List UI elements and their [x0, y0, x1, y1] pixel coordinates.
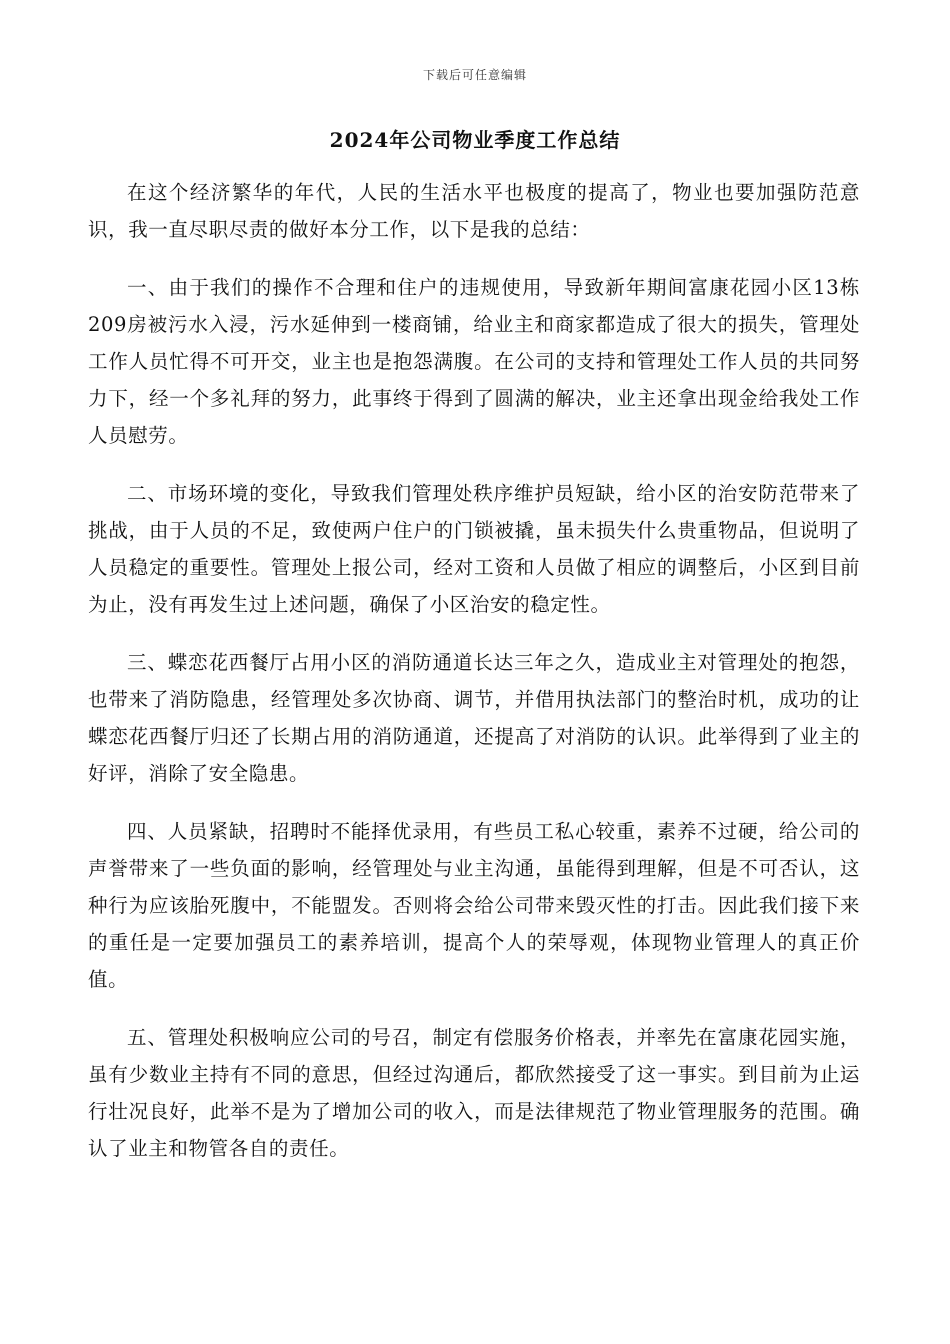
header-note: 下载后可任意编辑 [422, 68, 527, 82]
paragraph-item-4: 四、人员紧缺，招聘时不能择优录用，有些员工私心较重，素养不过硬，给公司的声誉带来了一些负面的影响，经管理处与业主沟通，虽能得到理解，但是不可否认，这种行为应该胎死腹中，不能盟发。否则将会给公司带来毁灭性的打击。因此我们接下来的重任是一定要加强员工的素养培训，提高个人的荣辱观，体现物业管理人的真正价值。 [88, 820, 860, 991]
document-body [88, 174, 860, 1188]
paragraph-intro: 在这个经济繁华的年代，人民的生活水平也极度的提高了，物业也要加强防范意识，我一直尽职尽责的做好本分工作，以下是我的总结： [88, 181, 860, 241]
paragraph-item-5: 五、管理处积极响应公司的号召，制定有偿服务价格表，并率先在富康花园实施，虽有少数业主持有不同的意思，但经过沟通后，都欣然接受了这一事实。到目前为止运行壮况良好，此举不是为了增加公司的收入，而是法律规范了物业管理服务的范围。确认了业主和物管各自的责任。 [88, 1026, 860, 1160]
paragraph-item-1: 一、由于我们的操作不合理和住户的违规使用，导致新年期间富康花园小区13栋209房被污水入浸，污水延伸到一楼商铺，给业主和商家都造成了很大的损失，管理处工作人员忙得不可开交，业主也是抱怨满腹。在公司的支持和管理处工作人员的共同努力下，经一个多礼拜的努力，此事终于得到了圆满的解决，业主还拿出现金给我处工作人员慰劳。 [88, 276, 860, 447]
paragraph-item-3: 三、蝶恋花西餐厅占用小区的消防通道长达三年之久，造成业主对管理处的抱怨，也带来了消防隐患，经管理处多次协商、调节，并借用执法部门的整治时机，成功的让蝶恋花西餐厅归还了长期占用的消防通道，还提高了对消防的认识。此举得到了业主的好评，消除了安全隐患。 [88, 651, 860, 785]
paragraph-item-2: 二、市场环境的变化，导致我们管理处秩序维护员短缺，给小区的治安防范带来了挑战，由于人员的不足，致使两户住户的门锁被撬，虽未损失什么贵重物品，但说明了人员稳定的重要性。管理处上报公司，经对工资和人员做了相应的调整后，小区到目前为止，没有再发生过上述问题，确保了小区治安的稳定性。 [88, 482, 860, 616]
document-title: 2024年公司物业季度工作总结 [329, 128, 621, 152]
